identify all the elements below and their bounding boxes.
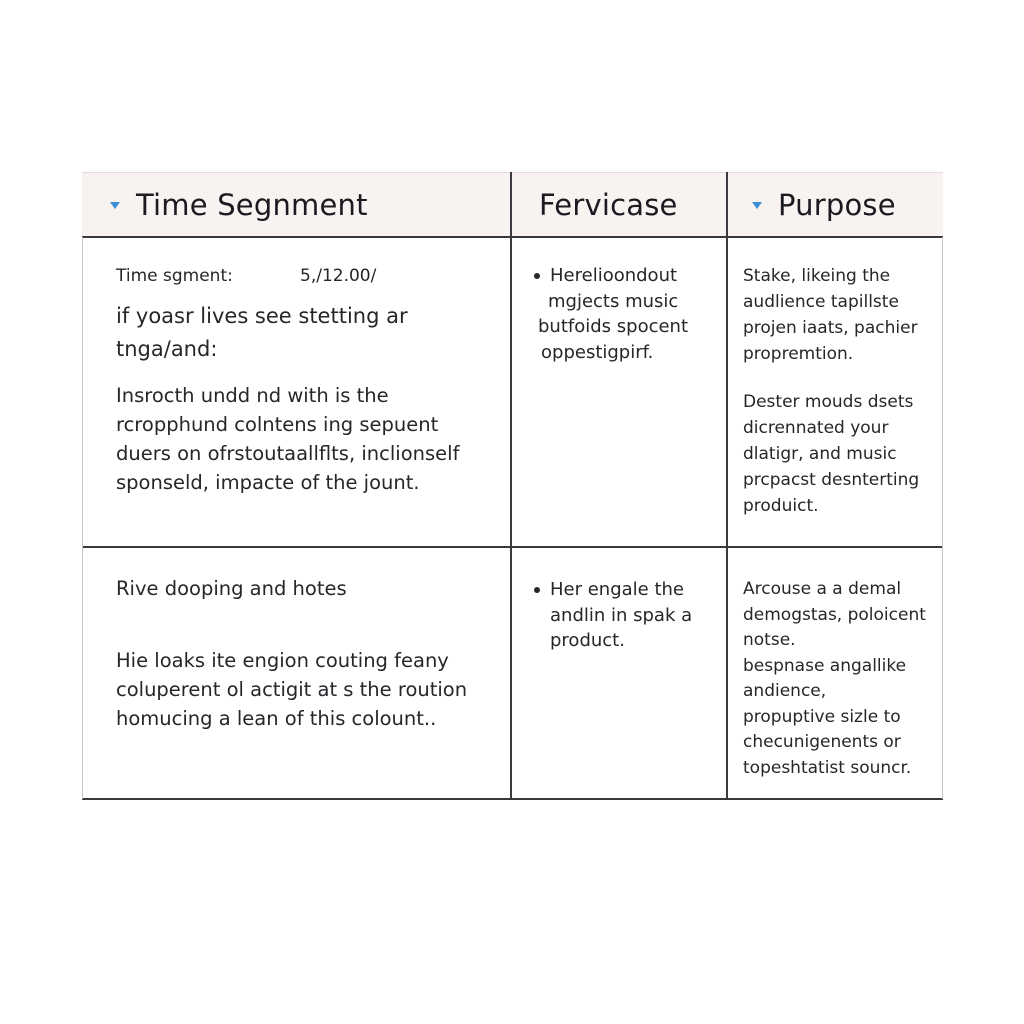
row2-service	[550, 577, 692, 654]
text-line: produict.	[743, 496, 819, 516]
chevron-down-icon[interactable]	[110, 202, 120, 209]
bullet-icon	[534, 587, 540, 593]
text-line: propuptive sizle to	[743, 706, 901, 727]
column-divider-2	[726, 172, 728, 800]
row1-purpose-a	[743, 263, 918, 367]
text-line: notse.	[743, 630, 796, 650]
header-purpose[interactable]	[752, 172, 896, 237]
text-line: product.	[550, 630, 625, 651]
text-line: topeshtatist souncr.	[743, 757, 912, 778]
text-line: Stake, likeing the	[743, 266, 891, 286]
text-line: projen iaats, pachier	[743, 318, 918, 338]
text-line: Her engale the	[550, 579, 685, 600]
text-line: Dester mouds dsets	[743, 392, 914, 412]
text-line: tnga/and:	[116, 337, 218, 361]
text-line: rcropphund colntens ing sepuent	[116, 413, 439, 436]
text-line: oppestigpirf.	[541, 341, 654, 363]
text-line: dicrennated your	[743, 418, 889, 438]
text-line: duers on ofrstoutaallflts, inclionself	[116, 442, 460, 465]
left-border	[82, 237, 83, 799]
text-line: mgjects music	[548, 290, 679, 312]
text-line: audlience tapillste	[743, 292, 899, 312]
row1-paragraph	[116, 381, 459, 497]
text-line: coluperent ol actigit at s the roution	[116, 678, 468, 701]
text-line: if yoasr lives see stetting ar	[116, 304, 408, 328]
text-line: Hie loaks ite engion couting feany	[116, 649, 449, 672]
time-segment-label: Time sgment:	[116, 266, 233, 286]
text-line: dlatigr, and music	[743, 444, 897, 464]
bottom-rule	[82, 798, 943, 800]
text-line: propremtion.	[743, 344, 854, 364]
header-service-label: Fervicase	[539, 187, 678, 222]
header-service	[539, 172, 678, 237]
text-line: sponseld, impacte of the jount.	[116, 471, 420, 494]
right-border	[942, 237, 943, 799]
text-line: andience,	[743, 681, 827, 701]
column-divider-1	[510, 172, 512, 800]
row1-intro	[116, 300, 408, 366]
header-time-segment[interactable]	[110, 172, 368, 237]
row2-heading: Rive dooping and hotes	[116, 577, 347, 600]
time-segment-value: 5,/12.00/	[300, 266, 377, 286]
text-line: Arcouse a a demal	[743, 579, 902, 599]
chevron-down-icon[interactable]	[752, 202, 762, 209]
text-line: homucing a lean of this colount..	[116, 707, 437, 730]
text-line: andlin in spak a	[550, 604, 693, 626]
text-line: butfoids spocent	[538, 316, 689, 337]
text-line: demogstas, poloicent	[743, 604, 926, 625]
content-table	[82, 172, 943, 800]
text-line: Herelioondout	[550, 265, 678, 286]
text-line: Insrocth undd nd with is the	[116, 384, 389, 407]
text-line: checunigenents or	[743, 732, 901, 752]
header-purpose-label: Purpose	[778, 187, 896, 222]
header-time-segment-label: Time Segnment	[136, 187, 368, 222]
row2-paragraph	[116, 646, 467, 733]
text-line: prcpacst desnterting	[743, 470, 920, 490]
row2-purpose	[743, 577, 926, 781]
row1-service	[538, 263, 688, 365]
row-divider	[82, 546, 943, 548]
row1-purpose-b	[743, 389, 919, 519]
text-line: bespnase angallike	[743, 655, 907, 676]
